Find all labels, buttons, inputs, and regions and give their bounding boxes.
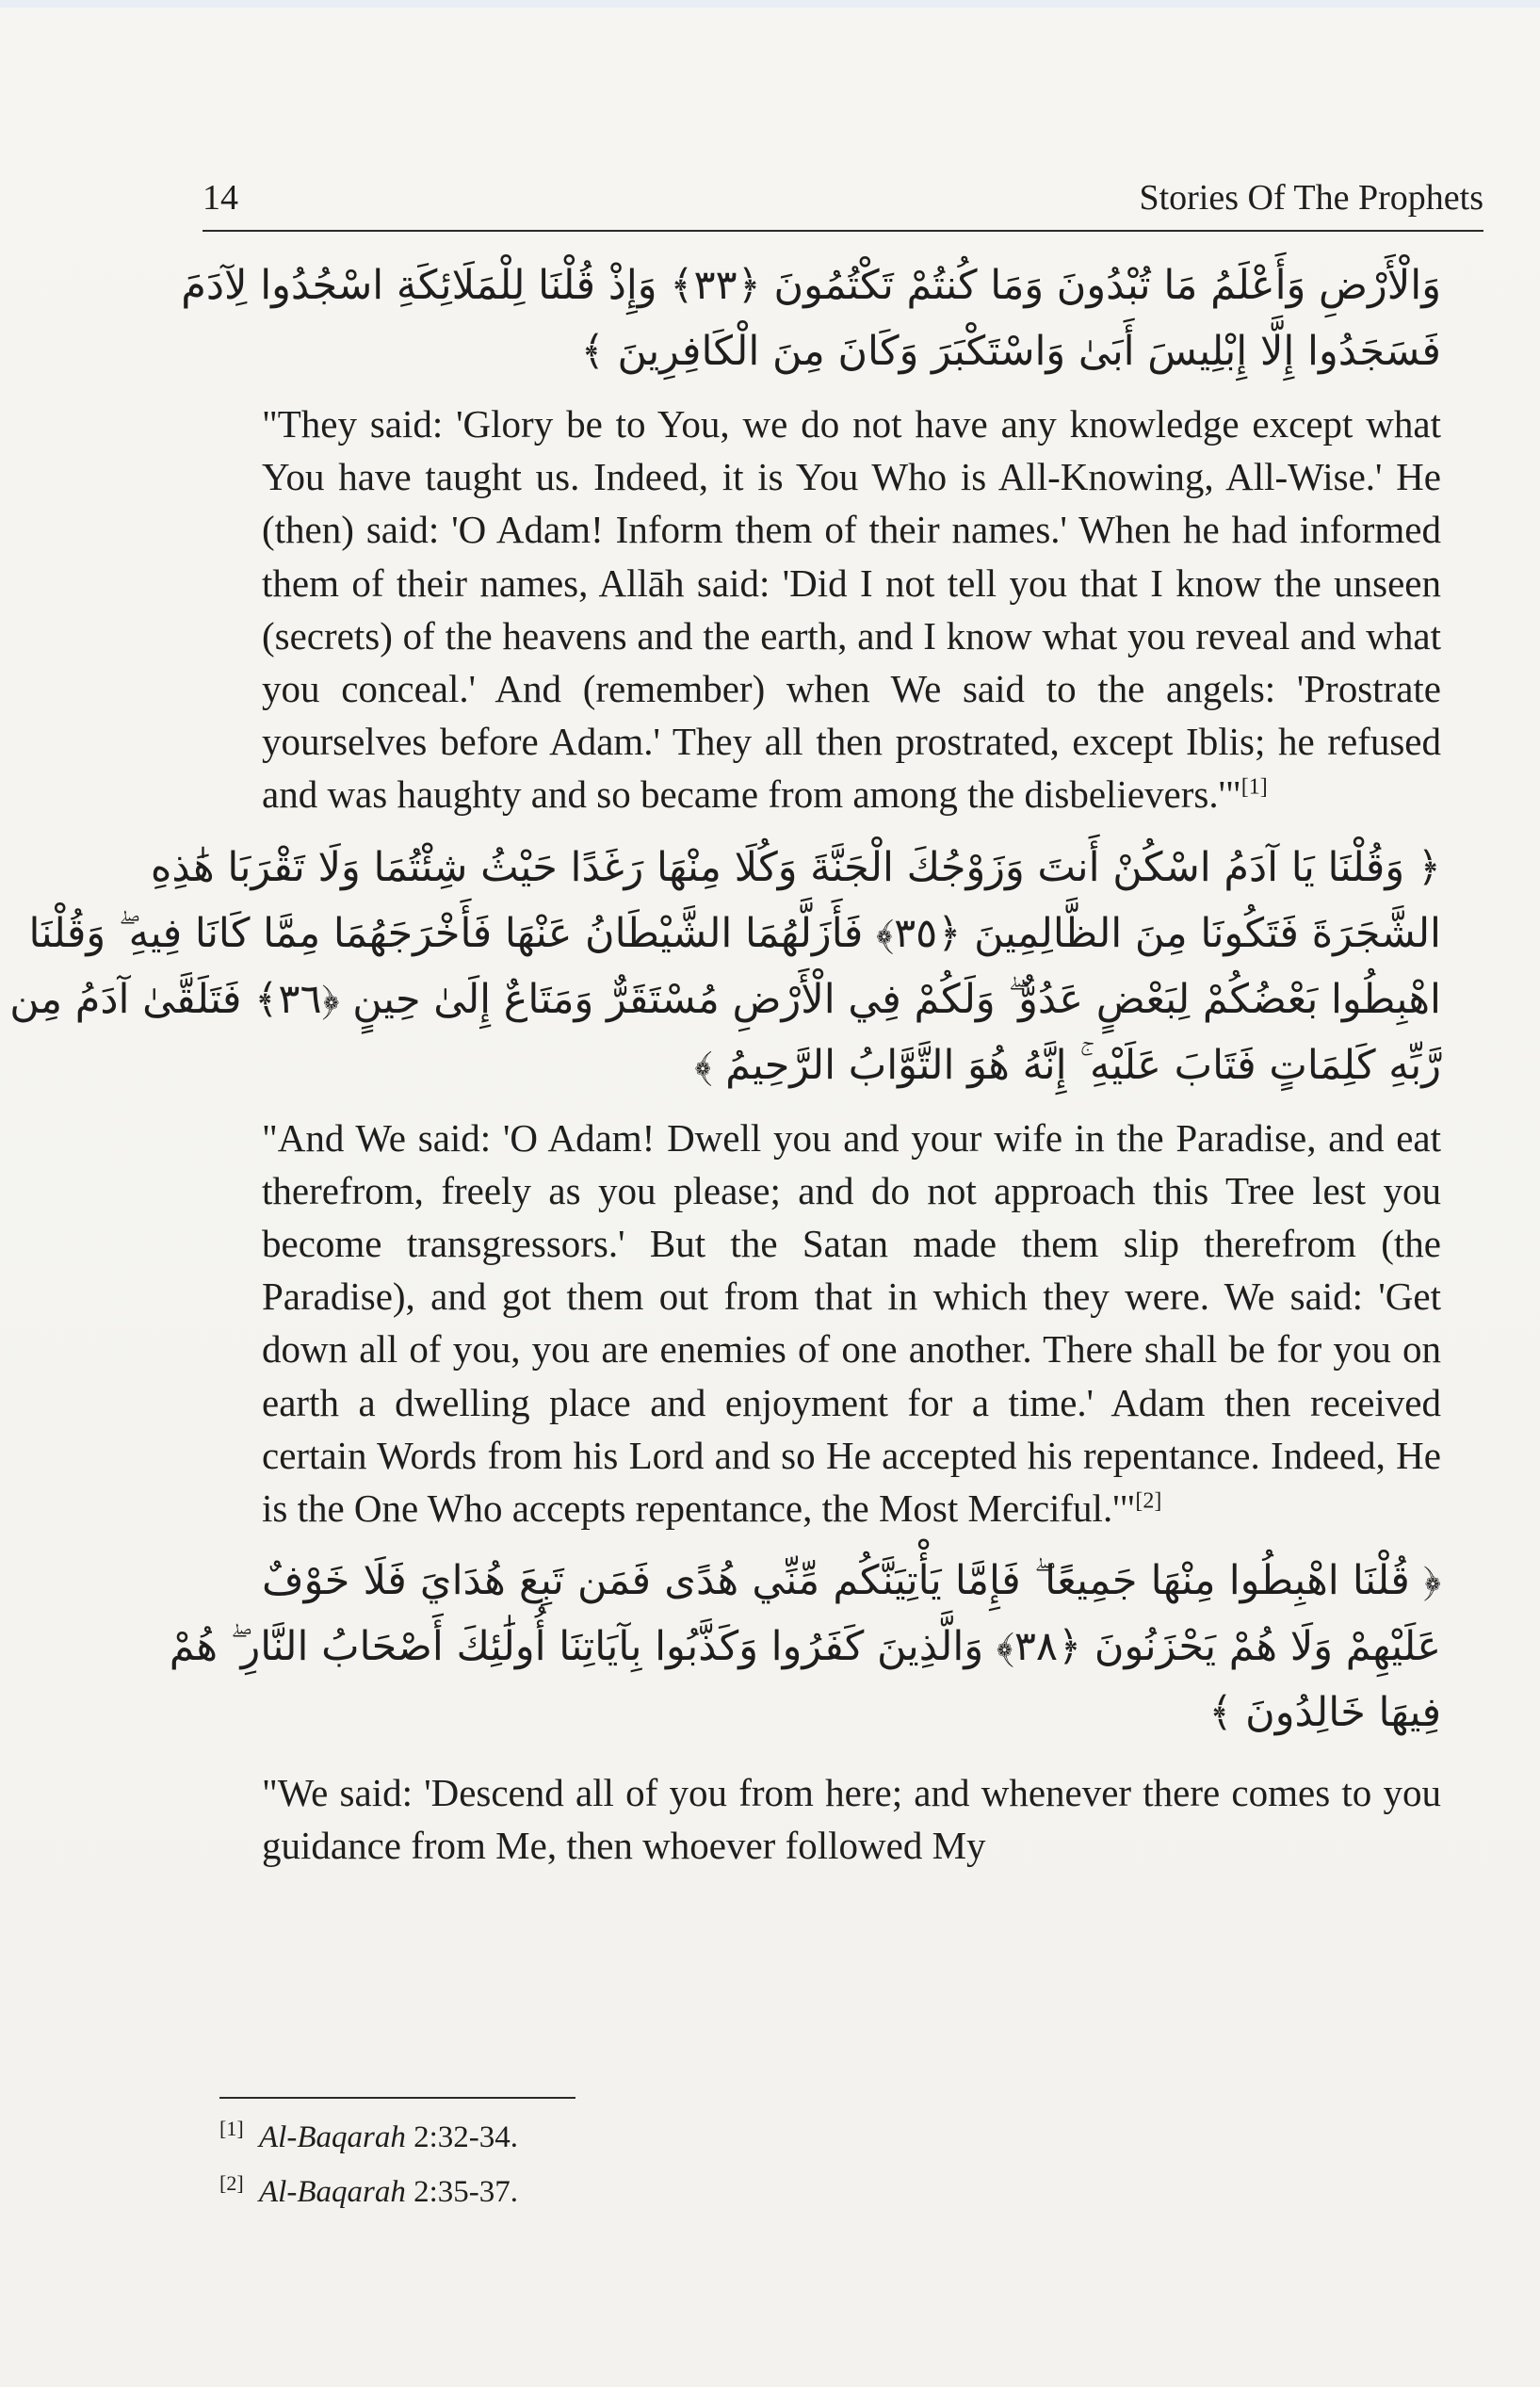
arabic-verse-line: فَسَجَدُوا إِلَّا إِبْلِيسَ أَبَىٰ وَاسْتَكْبَرَ وَكَانَ مِنَ الْكَافِرِينَ ﴾: [580, 328, 1441, 375]
running-title: Stories Of The Prophets: [1139, 178, 1483, 218]
arabic-verse-line: اهْبِطُوا بَعْضُكُمْ لِبَعْضٍ عَدُوٌّ ۖ وَلَكُمْ فِي الْأَرْضِ مُسْتَقَرٌّ وَمَتَاعٌ إِلَىٰ حِينٍ ﴿٣٦﴾ فَتَلَقَّىٰ آدَمُ مِن: [9, 975, 1441, 1023]
footnote: [1] Al-Baqarah 2:32-34.: [219, 2117, 518, 2154]
arabic-verse-line: ﴿ وَقُلْنَا يَا آدَمُ اسْكُنْ أَنتَ وَزَوْجُكَ الْجَنَّةَ وَكُلَا مِنْهَا رَغَدًا حَيْثُ شِئْتُمَا وَلَا تَقْرَبَا هَٰذِهِ: [150, 843, 1441, 891]
arabic-verse-line: عَلَيْهِمْ وَلَا هُمْ يَحْزَنُونَ ﴿٣٨﴾ وَالَّذِينَ كَفَرُوا وَكَذَّبُوا بِآيَاتِنَا أُولَٰئِكَ أَصْحَابُ النَّارِ ۖ هُمْ: [169, 1623, 1441, 1671]
translation-paragraph: [262, 1112, 1441, 1535]
footnote-divider: [219, 2097, 575, 2099]
footnote-source: Al-Baqarah: [259, 2175, 406, 2209]
footnotes: [219, 2110, 518, 2219]
translation-paragraph: [262, 398, 1441, 821]
footnote-source: Al-Baqarah: [259, 2120, 406, 2154]
page-number: 14: [203, 178, 238, 218]
footnote-reference: [1]: [1240, 774, 1268, 800]
arabic-verse-block: [169, 1548, 1441, 1746]
arabic-verse-line: فِيهَا خَالِدُونَ ﴾: [1208, 1689, 1441, 1737]
translation-paragraph: [262, 1766, 1441, 1872]
footnote-reference: [2]: [1135, 1488, 1162, 1514]
arabic-verse-line: رَّبِّهِ كَلِمَاتٍ فَتَابَ عَلَيْهِ ۚ إِنَّهُ هُوَ التَّوَّابُ الرَّحِيمُ ﴾: [694, 1041, 1441, 1089]
translation-text: "They said: 'Glory be to You, we do not have any knowledge except what You have taught us. Indeed, it is You Who is All-Knowing, All-Wise.' He (then) said: 'O Adam! Inform them of their names.' When he had informed them of their names, Allāh said: 'Did I not tell you that I know the unseen (secrets) of the heavens and the earth, and I know what you reveal and what you conceal.' And (remember) when We said to the angels: 'Prostrate yourselves before Adam.' They all then prostrated, except Iblis; he refused and was haughty and so became from among the disbelievers.'": [262, 402, 1441, 817]
arabic-verse-line: ﴿ قُلْنَا اهْبِطُوا مِنْهَا جَمِيعًا ۖ فَإِمَّا يَأْتِيَنَّكُم مِّنِّي هُدًى فَمَن تَبِعَ هُدَايَ فَلَا خَوْفٌ: [262, 1557, 1441, 1605]
page-header: [203, 170, 1483, 232]
translation-text: "And We said: 'O Adam! Dwell you and your wife in the Paradise, and eat therefrom, freely as you please; and do not approach this Tree lest you become transgressors.' But the Satan made them slip therefrom (the Paradise), and got them out from that in which they were. We said: 'Get down all of you, you are enemies of one another. There shall be for you on earth a dwelling place and enjoyment for a time.' Adam then received certain Words from his Lord and so He accepted his repentance. Indeed, He is the One Who accepts repentance, the Most Merciful.'": [262, 1115, 1441, 1531]
footnote-verse-ref: 2:32-34.: [413, 2120, 518, 2154]
arabic-verse-block: [9, 835, 1441, 1098]
footnote: [2] Al-Baqarah 2:35-37.: [219, 2171, 518, 2209]
page-top-edge: [0, 0, 1540, 8]
footnote-verse-ref: 2:35-37.: [413, 2175, 518, 2209]
arabic-verse-line: وَالْأَرْضِ وَأَعْلَمُ مَا تُبْدُونَ وَمَا كُنتُمْ تَكْتُمُونَ ﴿٣٣﴾ وَإِذْ قُلْنَا لِلْمَلَائِكَةِ اسْجُدُوا لِآدَمَ: [181, 262, 1441, 309]
arabic-verse-block: [181, 252, 1441, 384]
page-body: [9, 252, 1441, 1873]
translation-text: "We said: 'Descend all of you from here; and whenever there comes to you guidance from Me, then whoever followed My: [262, 1771, 1441, 1868]
arabic-verse-line: الشَّجَرَةَ فَتَكُونَا مِنَ الظَّالِمِينَ ﴿٣٥﴾ فَأَزَلَّهُمَا الشَّيْطَانُ عَنْهَا فَأَخْرَجَهُمَا مِمَّا كَانَا فِيهِ ۖ وَقُلْنَا: [28, 909, 1441, 957]
